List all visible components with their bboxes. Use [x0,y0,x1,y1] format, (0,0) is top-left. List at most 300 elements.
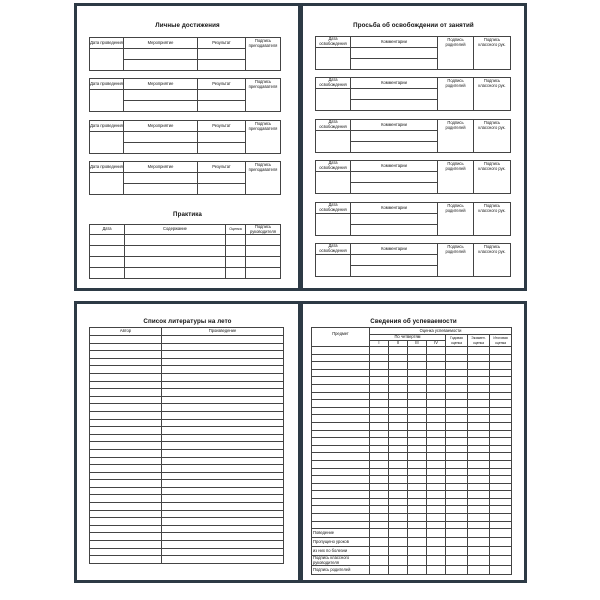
page-grades [303,304,524,580]
table-cell [312,445,370,453]
table-cell [312,483,370,491]
table-cell [90,487,162,495]
table-cell [490,392,512,400]
table-row [312,430,512,438]
event-header: Мероприятие [124,38,198,49]
table-row [312,347,512,355]
release-table-5 [315,202,511,236]
table-cell [312,384,370,392]
table-row [312,407,512,415]
table-cell [90,434,162,442]
table-cell [490,521,512,529]
table-cell [226,246,246,257]
table-cell [370,538,389,547]
table-cell [468,498,490,506]
table-cell [446,521,468,529]
table-cell [90,389,162,397]
table-cell [490,438,512,446]
table-cell [490,377,512,385]
page-release-requests [303,6,524,288]
work-header: Произведение [162,328,284,336]
table-cell [370,460,389,468]
table-cell [408,347,427,355]
table-cell [427,483,446,491]
table-cell [90,381,162,389]
table-row [90,472,284,480]
table-cell [468,392,490,400]
table-cell [408,354,427,362]
table-row [90,381,284,389]
table-cell [446,400,468,408]
table-cell [446,506,468,514]
table-cell [351,225,438,236]
table-cell [468,369,490,377]
table-cell [389,400,408,408]
table-cell [370,514,389,522]
table-cell [468,347,490,355]
literature-table [89,327,284,564]
table-cell [90,419,162,427]
table-cell [408,377,427,385]
comments-header: Комментарии [351,161,438,172]
table-cell [90,396,162,404]
table-cell [246,246,281,257]
table-cell [446,445,468,453]
table-cell [351,89,438,100]
table-cell [468,547,490,556]
practice-date-header: Дата [90,225,125,235]
table-row [312,476,512,484]
table-row [90,457,284,465]
table-cell [389,422,408,430]
table-cell [124,132,198,143]
event-header: Мероприятие [124,121,198,132]
table-cell [468,362,490,370]
table-cell [427,392,446,400]
table-cell [389,392,408,400]
table-cell [125,235,226,246]
table-cell [446,529,468,538]
table-cell [312,498,370,506]
table-row [312,483,512,491]
table-cell [370,476,389,484]
table-cell [90,472,162,480]
table-cell [427,362,446,370]
table-cell [125,268,226,279]
table-cell [408,453,427,461]
table-row [312,415,512,423]
release-table-2 [315,77,511,111]
table-cell [446,514,468,522]
release-date-header: Дата освобождения [316,203,351,214]
table-cell [389,468,408,476]
table-cell [408,422,427,430]
table-cell [90,257,125,268]
table-cell [198,101,246,112]
table-cell [351,100,438,111]
table-row [90,427,284,435]
table-row [90,533,284,541]
table-cell [370,384,389,392]
table-cell [90,343,162,351]
table-cell [408,476,427,484]
table-cell [446,483,468,491]
table-cell [389,529,408,538]
table-row [90,336,284,344]
table-cell [446,407,468,415]
table-cell [490,347,512,355]
table-cell [162,381,284,389]
grades-table [311,327,512,575]
table-cell [389,483,408,491]
table-cell [468,506,490,514]
table-cell [446,422,468,430]
table-row [312,498,512,506]
table-cell [312,362,370,370]
table-cell [370,438,389,446]
subject-header: Предмет [312,328,370,347]
table-cell [316,255,351,277]
table-row [312,362,512,370]
table-cell [316,89,351,111]
table-cell [198,60,246,71]
table-cell [468,529,490,538]
table-cell [490,547,512,556]
table-cell [468,377,490,385]
table-cell [90,480,162,488]
table-cell [408,529,427,538]
teacher-sign-header: Подпись классного рук. [474,37,511,70]
table-cell [162,525,284,533]
table-cell [90,449,162,457]
release-table-4 [315,160,511,194]
table-cell [370,430,389,438]
table-row [312,377,512,385]
table-row [90,434,284,442]
table-cell [389,430,408,438]
table-cell [389,476,408,484]
table-cell [408,506,427,514]
table-cell [312,491,370,499]
table-cell [408,514,427,522]
table-cell [446,384,468,392]
achievement-table-3 [89,120,281,154]
table-cell [370,498,389,506]
table-cell [389,362,408,370]
table-cell [468,400,490,408]
table-cell [312,506,370,514]
table-cell [468,514,490,522]
practice-content-header: Содержание [125,225,226,235]
table-cell [446,362,468,370]
table-cell [162,487,284,495]
table-cell [162,442,284,450]
table-cell [427,547,446,556]
table-row [90,495,284,503]
table-cell [408,415,427,423]
table-cell [351,59,438,70]
table-cell [162,411,284,419]
parents-sign-header: Подпись родителей [438,37,474,70]
table-row [90,343,284,351]
table-cell [468,521,490,529]
comments-header: Комментарии [351,78,438,89]
table-row [90,411,284,419]
table-cell [90,525,162,533]
table-cell [446,476,468,484]
table-cell [446,498,468,506]
table-cell [389,415,408,423]
sign-header: Подпись преподавателя [246,162,281,195]
table-cell [90,235,125,246]
table-cell [408,566,427,575]
table-cell [490,415,512,423]
footer-row [312,566,512,575]
table-cell [162,518,284,526]
table-cell [312,415,370,423]
table-cell [124,60,198,71]
table-cell [316,131,351,153]
table-cell [427,347,446,355]
table-cell [490,514,512,522]
table-cell [446,438,468,446]
table-row [90,487,284,495]
quarter-2-header: II [389,341,408,347]
table-cell [490,362,512,370]
parents-sign-header: Подпись родителей [438,203,474,236]
table-cell [370,453,389,461]
table-cell [490,491,512,499]
table-cell [90,518,162,526]
comments-header: Комментарии [351,37,438,48]
table-cell [124,173,198,184]
table-cell [427,498,446,506]
table-cell [90,427,162,435]
table-cell [370,422,389,430]
table-cell [468,483,490,491]
table-cell [162,503,284,511]
date-header: Дата проведения [90,121,124,132]
table-cell [370,369,389,377]
table-cell [370,347,389,355]
table-cell [408,362,427,370]
final-header: Итоговая оценка [490,335,512,347]
table-cell [446,430,468,438]
table-cell [162,510,284,518]
table-cell [408,460,427,468]
table-row [312,369,512,377]
release-date-header: Дата освобождения [316,120,351,131]
table-cell [389,491,408,499]
teacher-sign-header: Подпись классного рук. [474,120,511,153]
table-cell [198,90,246,101]
grades-title: Сведения об успеваемости [370,318,457,325]
table-cell [162,541,284,549]
table-cell [427,430,446,438]
table-cell [468,566,490,575]
table-cell [162,548,284,556]
table-cell [490,384,512,392]
result-header: Результат [198,38,246,49]
table-row [90,389,284,397]
footer-row [312,547,512,556]
table-cell [468,468,490,476]
release-table-3 [315,119,511,153]
table-cell [446,491,468,499]
table-cell [490,538,512,547]
table-cell [90,132,124,154]
table-cell [389,384,408,392]
parents-sign-header: Подпись родителей [438,161,474,194]
table-cell [90,358,162,366]
table-cell [389,547,408,556]
table-cell [312,407,370,415]
teacher-sign-header: Подпись классного рук. [474,244,511,277]
table-cell [162,449,284,457]
table-cell [427,354,446,362]
table-row [312,354,512,362]
table-cell [90,495,162,503]
table-cell [124,143,198,154]
table-cell [124,184,198,195]
table-cell [370,354,389,362]
table-cell [90,442,162,450]
table-row [90,503,284,511]
table-cell [351,266,438,277]
table-cell [408,384,427,392]
date-header: Дата проведения [90,162,124,173]
table-cell [408,369,427,377]
table-cell [389,347,408,355]
table-cell [351,48,438,59]
table-row [312,491,512,499]
annual-header: Годовая оценка [446,335,468,347]
table-cell [490,483,512,491]
table-row [312,460,512,468]
table-row [312,400,512,408]
table-cell [427,460,446,468]
table-cell [370,362,389,370]
table-cell [316,214,351,236]
table-cell [490,566,512,575]
table-cell [490,468,512,476]
parents-sign-header: Подпись родителей [438,78,474,111]
table-cell [427,377,446,385]
table-cell [427,415,446,423]
table-cell [162,389,284,397]
page-achievements-practice [77,6,298,288]
table-cell [389,506,408,514]
table-cell [427,538,446,547]
table-row [312,506,512,514]
date-header: Дата проведения [90,79,124,90]
result-header: Результат [198,79,246,90]
table-cell [408,498,427,506]
table-cell [389,566,408,575]
table-cell [468,556,490,566]
table-cell [90,49,124,71]
table-cell [370,377,389,385]
comments-header: Комментарии [351,203,438,214]
table-cell [90,548,162,556]
table-cell [446,354,468,362]
table-cell [351,183,438,194]
parents-sign-header: Подпись родителей [438,244,474,277]
table-cell [90,533,162,541]
table-cell [427,476,446,484]
table-row [90,373,284,381]
table-cell [408,483,427,491]
table-cell [351,255,438,266]
table-row [312,521,512,529]
table-cell [162,427,284,435]
table-row [90,480,284,488]
table-cell [468,430,490,438]
table-cell [408,468,427,476]
table-cell [427,506,446,514]
table-cell [446,556,468,566]
footer-row-label: Подпись родителей [312,566,370,575]
table-cell [490,422,512,430]
table-cell [427,566,446,575]
table-cell [370,556,389,566]
table-row [90,442,284,450]
achievement-table-2 [89,78,281,112]
table-cell [427,407,446,415]
top-spread [74,3,527,291]
table-cell [90,373,162,381]
table-cell [427,438,446,446]
table-cell [370,415,389,423]
table-cell [370,491,389,499]
table-cell [427,453,446,461]
comments-header: Комментарии [351,244,438,255]
footer-row [312,556,512,566]
table-cell [162,358,284,366]
table-cell [90,411,162,419]
table-cell [389,354,408,362]
table-cell [389,438,408,446]
table-row [90,358,284,366]
table-cell [312,468,370,476]
footer-row-label: Подпись классного руководителя [312,556,370,566]
table-row [312,392,512,400]
table-cell [162,343,284,351]
table-cell [389,521,408,529]
table-cell [246,268,281,279]
table-cell [468,407,490,415]
table-cell [162,434,284,442]
table-cell [162,373,284,381]
parents-sign-header: Подпись родителей [438,120,474,153]
table-cell [226,257,246,268]
table-cell [312,400,370,408]
footer-row [312,538,512,547]
table-cell [490,529,512,538]
table-cell [389,369,408,377]
table-cell [408,400,427,408]
event-header: Мероприятие [124,162,198,173]
footer-row-label: Пропущено уроков [312,538,370,547]
table-cell [162,495,284,503]
table-cell [90,246,125,257]
release-date-header: Дата освобождения [316,244,351,255]
table-cell [312,521,370,529]
table-row [90,541,284,549]
table-cell [446,347,468,355]
release-table-6 [315,243,511,277]
table-cell [162,480,284,488]
